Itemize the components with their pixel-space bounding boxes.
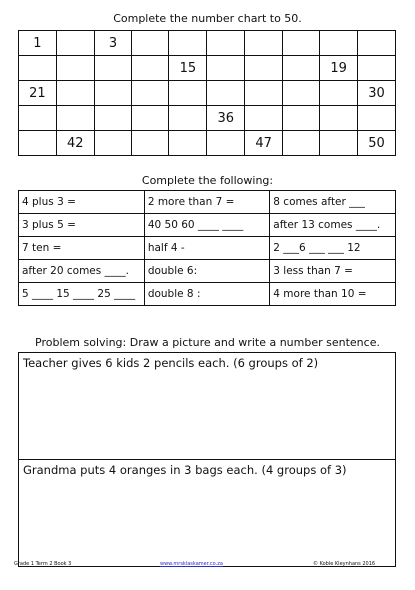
- footer-website-link[interactable]: www.mrsklaskamer.co.za: [160, 561, 223, 567]
- problem-cell-1[interactable]: Teacher gives 6 kids 2 pencils each. (6 groups of 2): [19, 353, 396, 460]
- number-chart: [18, 30, 396, 156]
- task-cell[interactable]: 8 comes after ___: [270, 191, 396, 214]
- chart-cell[interactable]: [169, 81, 207, 106]
- task-cell[interactable]: double 8 :: [144, 283, 269, 306]
- footer-copyright: © Koble Kleynhans 2016: [313, 561, 376, 567]
- chart-cell[interactable]: [207, 81, 245, 106]
- chart-cell[interactable]: [320, 131, 358, 156]
- chart-row: [19, 31, 396, 56]
- task-row: [19, 214, 396, 237]
- chart-cell: 42: [56, 131, 94, 156]
- chart-cell[interactable]: [169, 106, 207, 131]
- chart-row: [19, 56, 396, 81]
- task-row: [19, 283, 396, 306]
- chart-cell[interactable]: [19, 56, 57, 81]
- problem-cell-2[interactable]: Grandma puts 4 oranges in 3 bags each. (4 groups of 3): [19, 460, 396, 567]
- chart-cell[interactable]: [245, 56, 283, 81]
- chart-cell[interactable]: [358, 56, 396, 81]
- chart-cell: 1: [19, 31, 57, 56]
- task-cell[interactable]: 3 less than 7 =: [270, 260, 396, 283]
- chart-cell[interactable]: [56, 106, 94, 131]
- task-cell[interactable]: 4 more than 10 =: [270, 283, 396, 306]
- tasks-table: [18, 190, 396, 306]
- chart-cell[interactable]: [94, 56, 132, 81]
- chart-cell[interactable]: [94, 106, 132, 131]
- task-cell[interactable]: 4 plus 3 =: [19, 191, 145, 214]
- chart-cell[interactable]: [19, 131, 57, 156]
- chart-cell[interactable]: [132, 131, 169, 156]
- tasks-heading: Complete the following:: [141, 174, 274, 187]
- task-row: [19, 191, 396, 214]
- chart-cell: 36: [207, 106, 245, 131]
- chart-cell: 15: [169, 56, 207, 81]
- chart-cell[interactable]: [94, 81, 132, 106]
- chart-cell: 19: [320, 56, 358, 81]
- chart-cell[interactable]: [283, 81, 320, 106]
- chart-cell[interactable]: [245, 81, 283, 106]
- chart-cell: 21: [19, 81, 57, 106]
- chart-cell[interactable]: [19, 106, 57, 131]
- task-cell[interactable]: 3 plus 5 =: [19, 214, 145, 237]
- task-cell[interactable]: after 13 comes ____.: [270, 214, 396, 237]
- chart-row: [19, 81, 396, 106]
- task-cell[interactable]: 7 ten =: [19, 237, 145, 260]
- chart-cell[interactable]: [245, 106, 283, 131]
- chart-cell[interactable]: [207, 56, 245, 81]
- task-cell[interactable]: 5 ____ 15 ____ 25 ____: [19, 283, 145, 306]
- chart-row: [19, 131, 396, 156]
- task-row: [19, 237, 396, 260]
- problems-heading: Problem solving: Draw a picture and write a number sentence.: [35, 336, 380, 349]
- task-row: [19, 260, 396, 283]
- problems-table: [18, 352, 396, 567]
- task-cell[interactable]: 2 ___6 ___ ___ 12: [270, 237, 396, 260]
- task-cell[interactable]: 2 more than 7 =: [144, 191, 269, 214]
- chart-cell[interactable]: [358, 31, 396, 56]
- chart-cell[interactable]: [283, 31, 320, 56]
- task-cell[interactable]: after 20 comes ____.: [19, 260, 145, 283]
- chart-cell: 47: [245, 131, 283, 156]
- chart-cell: 30: [358, 81, 396, 106]
- task-cell[interactable]: double 6:: [144, 260, 269, 283]
- chart-cell[interactable]: [56, 81, 94, 106]
- chart-cell[interactable]: [283, 56, 320, 81]
- chart-cell[interactable]: [320, 31, 358, 56]
- chart-cell[interactable]: [94, 131, 132, 156]
- chart-cell[interactable]: [169, 31, 207, 56]
- chart-cell[interactable]: [320, 106, 358, 131]
- chart-cell: 50: [358, 131, 396, 156]
- problem-row: [19, 460, 396, 567]
- chart-heading: Complete the number chart to 50.: [113, 12, 302, 25]
- footer-grade: Grade 1 Term 2 Book 3: [14, 561, 72, 567]
- chart-cell[interactable]: [283, 106, 320, 131]
- chart-cell[interactable]: [132, 31, 169, 56]
- chart-cell[interactable]: [320, 81, 358, 106]
- chart-cell[interactable]: [207, 31, 245, 56]
- chart-cell[interactable]: [207, 131, 245, 156]
- chart-cell[interactable]: [56, 56, 94, 81]
- chart-cell[interactable]: [132, 81, 169, 106]
- chart-row: [19, 106, 396, 131]
- chart-cell[interactable]: [169, 131, 207, 156]
- chart-cell: 3: [94, 31, 132, 56]
- chart-cell[interactable]: [358, 106, 396, 131]
- chart-cell[interactable]: [132, 106, 169, 131]
- chart-cell[interactable]: [283, 131, 320, 156]
- chart-cell[interactable]: [132, 56, 169, 81]
- chart-cell[interactable]: [245, 31, 283, 56]
- task-cell[interactable]: 40 50 60 ____ ____: [144, 214, 269, 237]
- chart-cell[interactable]: [56, 31, 94, 56]
- task-cell[interactable]: half 4 -: [144, 237, 269, 260]
- problem-row: [19, 353, 396, 460]
